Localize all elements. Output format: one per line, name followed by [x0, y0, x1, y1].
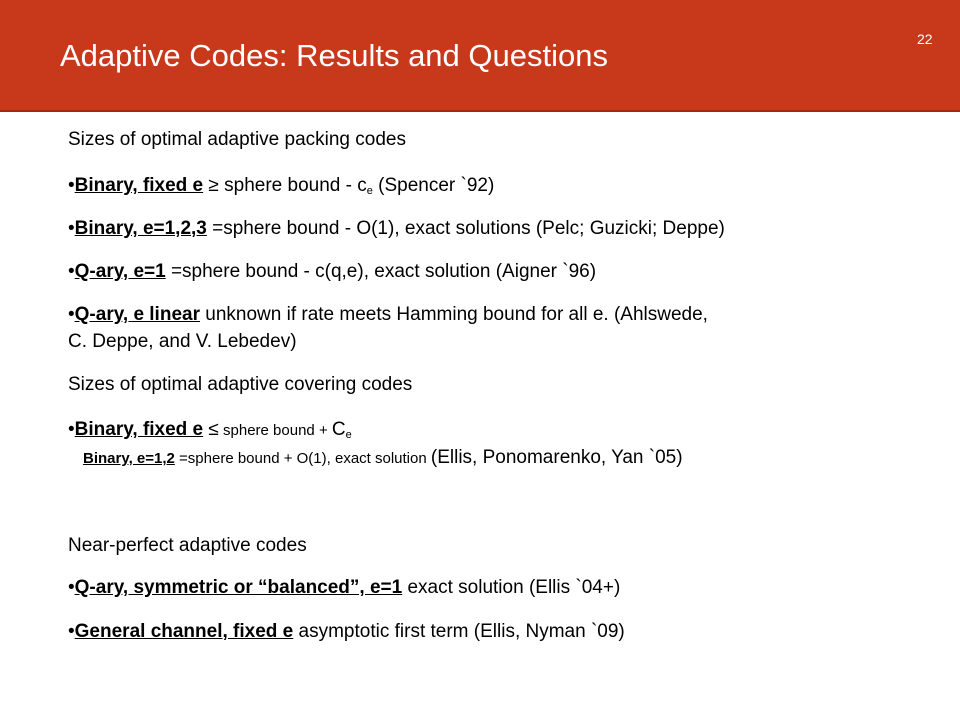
- subscript: e: [345, 429, 352, 441]
- near-perfect-heading: Near-perfect adaptive codes: [68, 535, 307, 556]
- item-label: Q-ary, e linear: [74, 304, 200, 325]
- bullet: •: [68, 577, 75, 598]
- constant-c: C: [331, 419, 346, 440]
- item-text: =sphere bound - O(1), exact solutions (Pelc; Guzicki; Deppe): [206, 218, 725, 239]
- item-text: sphere bound +: [218, 422, 332, 439]
- page-number: 22: [917, 31, 933, 47]
- item-label: Binary, fixed e: [74, 419, 204, 440]
- item-text: exact solution (Ellis `04+): [402, 577, 621, 598]
- covering-item-binary-fixed: [68, 418, 352, 442]
- item-label: Q-ary, symmetric or “balanced”, e=1: [74, 577, 403, 598]
- near-perfect-item-qary: [68, 576, 620, 599]
- bullet: •: [68, 304, 75, 325]
- item-label: Binary, e=1,2,3: [74, 218, 207, 239]
- item-label: Q-ary, e=1: [74, 261, 166, 282]
- bullet: •: [68, 218, 75, 239]
- slide-title: Adaptive Codes: Results and Questions: [60, 38, 608, 73]
- packing-heading: Sizes of optimal adaptive packing codes: [68, 129, 406, 150]
- title-banner: [0, 0, 960, 112]
- packing-item-qary-linear: [68, 303, 708, 326]
- item-text: asymptotic first term (Ellis, Nyman `09): [293, 621, 625, 642]
- packing-item-binary-fixed: [68, 174, 494, 197]
- item-text: =sphere bound - c(q,e), exact solution (Aigner `96): [165, 261, 597, 282]
- item-text: ≥ sphere bound - c: [203, 175, 367, 196]
- leq-symbol: ≤: [203, 419, 219, 440]
- bullet: •: [68, 621, 75, 642]
- bullet: •: [68, 419, 75, 440]
- item-label: General channel, fixed e: [74, 621, 294, 642]
- item-citation: (Spencer `92): [372, 175, 495, 196]
- item-text: =sphere bound + O(1), exact solution: [174, 450, 431, 467]
- subscript: e: [366, 185, 373, 197]
- item-label: Binary, fixed e: [74, 175, 204, 196]
- packing-item-qary-linear-cont: C. Deppe, and V. Lebedev): [68, 331, 297, 352]
- item-citation: (Ellis, Ponomarenko, Yan `05): [430, 447, 683, 468]
- packing-item-binary-123: [68, 217, 725, 240]
- covering-heading: Sizes of optimal adaptive covering codes: [68, 374, 413, 395]
- near-perfect-item-general: [68, 620, 625, 643]
- packing-item-qary-e1: [68, 260, 596, 283]
- item-label: Binary, e=1,2: [83, 450, 175, 467]
- covering-item-binary-12: [68, 446, 683, 470]
- item-text: unknown if rate meets Hamming bound for all e. (Ahlswede,: [199, 304, 708, 325]
- bullet: •: [68, 175, 75, 196]
- bullet: •: [68, 261, 75, 282]
